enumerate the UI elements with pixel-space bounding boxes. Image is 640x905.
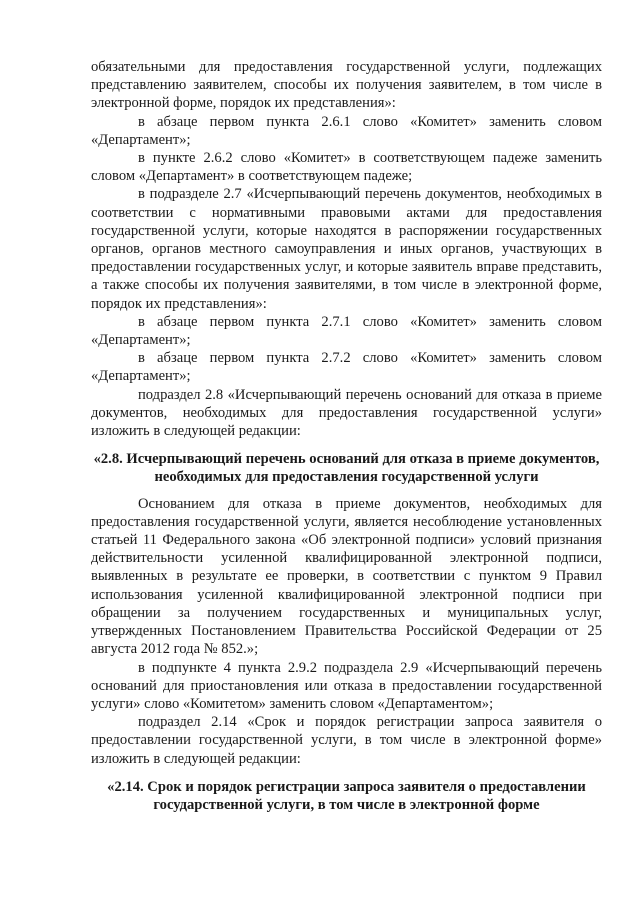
- section-heading-2-14: «2.14. Срок и порядок регистрации запроса заявителя о предоставлении государственной услуги, в том числе в электронной форме: [107, 778, 586, 813]
- paragraph-2-8-intro: подраздел 2.8 «Исчерпывающий перечень оснований для отказа в приеме документов, необходимых для предоставления государственной услуги» изложить в следующей редакции:: [91, 386, 602, 440]
- paragraph-2-8-body: Основанием для отказа в приеме документов, необходимых для предоставления государственной услуги, является несоблюдение установленных статьей 11 Федерального закона «Об электронной подписи» условий признания действительности усиленной квалифицированной электронной подписи, выявленных в результате ее проверки, в соответствии с пунктом 9 Правил использования усиленной квалифицированной электронной подписи при обращении за получением государственных и муниципальных услуг, утвержденных Постановлением Правительства Российской Федерации от 25 августа 2012 года № 852.»;: [91, 495, 602, 658]
- section-heading-2-8: «2.8. Исчерпывающий перечень оснований для отказа в приеме документов, необходимых для предоставления государственной услуги: [93, 451, 600, 486]
- paragraph-2-6-1: в абзаце первом пункта 2.6.1 слово «Комитет» заменить словом «Департамент»;: [91, 113, 602, 148]
- paragraph-2-6-2: в пункте 2.6.2 слово «Комитет» в соответствующем падеже заменить словом «Департамент» в соответствующем падеже;: [91, 150, 602, 185]
- paragraph-2-9-2: в подпункте 4 пункта 2.9.2 подраздела 2.9 «Исчерпывающий перечень оснований для приостановления или отказа в предоставлении государственной услуги» слово «Комитетом» заменить словом «Департаментом»;: [91, 659, 602, 712]
- paragraph-2-14-intro: подраздел 2.14 «Срок и порядок регистрации запроса заявителя о предоставлении государственной услуги, в том числе в электронной форме» изложить в следующей редакции:: [91, 714, 602, 767]
- paragraph-2-7-2: в абзаце первом пункта 2.7.2 слово «Комитет» заменить словом «Департамент»;: [91, 350, 602, 385]
- paragraph-2-7: в подразделе 2.7 «Исчерпывающий перечень документов, необходимых в соответствии с нормативными правовыми актами для предоставления государственной услуги, которые находятся в распоряжении государственных органов, органов местного самоуправления и иных органов, участвующих в предоставлении государственных услуг, и которые заявитель вправе представить, а также способы их получения заявителями, в том числе в электронной форме, порядок их представления»:: [91, 186, 602, 312]
- spacer: [91, 440, 602, 450]
- paragraph-continuation: обязательными для предоставления государственной услуги, подлежащих представлению заявителем, способы их получения заявителем, в том числе в электронной форме, порядок их представления»:: [91, 59, 602, 112]
- spacer: [91, 487, 602, 495]
- paragraph-2-7-1: в абзаце первом пункта 2.7.1 слово «Комитет» заменить словом «Департамент»;: [91, 313, 602, 349]
- spacer: [91, 768, 602, 778]
- document-page: [91, 58, 602, 814]
